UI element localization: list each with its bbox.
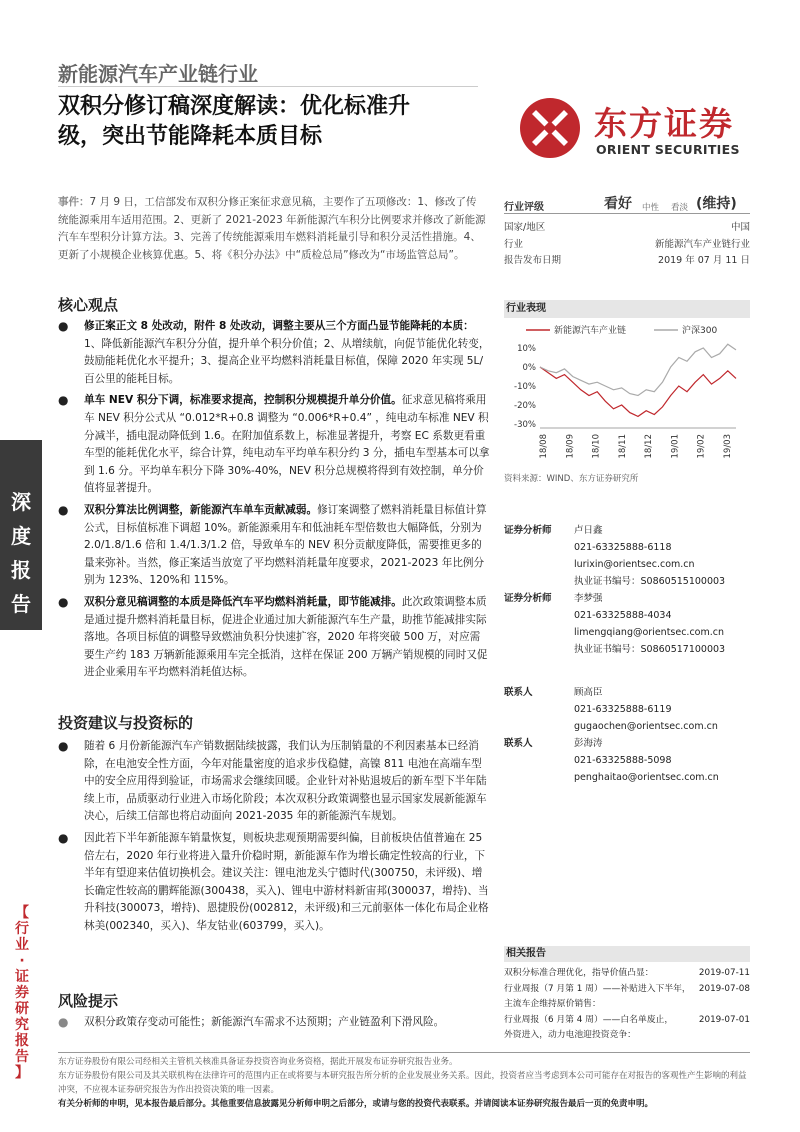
related-item[interactable]: [504, 997, 750, 1013]
meta-value: 2019 年 07 月 11 日: [658, 255, 750, 266]
analyst-row: [504, 607, 750, 624]
x-tick-label: 18/08: [539, 434, 549, 459]
item-text: 征求意见稿将乘用车 NEV 积分公式从 “0.012*R+0.8 调整为 “0.006*R+0.4” ，纯电动车标准 NEV 积分减半，插电混动降低到 1.6。在附加值系数上，标准显著提升，考察 EC 系数更看重车型的能耗优化水平，综合计算，纯电动车平均单车积分约 3 分，插电车型基本可以拿到 1.6 分。平均单车积分下降 30%-40%，NEV 积分总规模将得到有效控制，单分价值将显著提升。: [84, 394, 490, 495]
related-title: 双积分标准合理优化，指导价值凸显：: [504, 968, 654, 978]
analyst-row: [504, 556, 750, 573]
logo-text-en: ORIENT SECURITIES: [596, 142, 740, 157]
bullet-icon: ●: [58, 830, 69, 845]
performance-heading: 行业表现: [504, 300, 750, 318]
list-item: [58, 830, 490, 936]
related-date: 2019-07-11: [698, 968, 750, 978]
contact-block: [504, 684, 750, 786]
footer-line2: 东方证券股份有限公司及其关联机构在法律许可的范围内正在或将要与本研究报告所分析的企业发展业务关系。因此，投资者应当考虑到本公司可能存在对报告的客观性产生影响的利益冲突，不应视本证券研究报告为作出投资决策的唯一因素。: [58, 1071, 747, 1095]
related-item[interactable]: [504, 1013, 750, 1029]
contact-role: 联系人: [504, 738, 533, 749]
contact-row: [504, 718, 750, 735]
contact-row: [504, 735, 750, 752]
analyst-row: [504, 573, 750, 590]
contact-row: [504, 684, 750, 701]
event-text: 7 月 9 日，工信部发布双积分修正案征求意见稿，主要作了五项修改：1、修改了传统能源乘用车适用范围。2、更新了 2021-2023 年新能源汽车积分比例要求并修改了新能源汽车车型积分计算方法。3、完善了传统能源乘用车燃料消耗量引导和积分灵活性措施。4、更新了小规模企业核算优惠。5、将《积分办法》中“质检总局”修改为“市场监管总局”。: [58, 196, 486, 261]
risk-list: [58, 1014, 490, 1036]
bullet-icon: ●: [58, 393, 69, 408]
rating-value: 看好: [604, 196, 632, 212]
item-lead: 单车 NEV 积分下调，标准要求提高，控制积分规模提升单分价值。: [84, 394, 402, 407]
related-item[interactable]: [504, 982, 750, 998]
logo-text-cn: 东方证券: [594, 104, 734, 143]
rating-row: [504, 191, 750, 214]
event-label: 事件：: [58, 196, 90, 208]
x-tick-label: 19/01: [670, 434, 681, 459]
analyst-cert: 执业证书编号：S0860515100003: [574, 576, 726, 587]
risk-heading: 风险提示: [58, 992, 119, 1010]
bullet-icon: ●: [58, 594, 69, 609]
related-title: 行业周报（6 月第 4 周）——白名单废止，: [504, 1014, 674, 1025]
report-title: [58, 92, 478, 152]
analyst-cert: 执业证书编号：S0860517100003: [574, 644, 726, 655]
side-tab-deep-report: [0, 440, 42, 630]
x-tick-label: 18/09: [565, 434, 576, 459]
bullet-icon: ●: [58, 1015, 69, 1029]
core-view-list: [58, 318, 490, 686]
series-line: [540, 367, 736, 416]
footer-line1: 东方证券股份有限公司经相关主管机关核准具备证券投资咨询业务资格，据此开展发布证券研究报告业务。: [58, 1057, 458, 1067]
contact-phone: 021-63325888-6119: [574, 704, 672, 715]
list-item: [58, 502, 490, 590]
chart-source: 资料来源：WIND、东方证券研究所: [504, 474, 639, 484]
logo-mark-icon: [516, 96, 586, 160]
meta-value: 中国: [730, 222, 750, 233]
analyst-block: [504, 522, 750, 658]
item-lead: 双积分算法比例调整，新能源汽车单车贡献减弱。: [84, 503, 318, 516]
report-title-line2: 级，突出节能降耗本质目标: [58, 124, 323, 149]
analyst-phone: 021-63325888-6118: [574, 542, 672, 553]
list-item: [58, 738, 490, 826]
contact-email[interactable]: gugaochen@orientsec.com.cn: [574, 721, 718, 732]
x-tick-label: 18/12: [644, 434, 655, 459]
contact-name: 顾高臣: [574, 687, 603, 698]
side-tab-text: 深 度 报 告: [11, 490, 31, 616]
analyst-row: [504, 590, 750, 607]
meta-value: 新能源汽车产业链行业: [654, 238, 750, 250]
list-item: [58, 1014, 490, 1032]
title-divider: [58, 86, 478, 87]
y-tick-label: 0%: [522, 363, 536, 373]
invest-list: [58, 738, 490, 940]
meta-key: 国家/地区: [504, 222, 546, 233]
meta-row: [504, 253, 750, 270]
bullet-icon: ●: [58, 502, 69, 517]
x-tick-label: 19/02: [696, 434, 707, 459]
item-text: 修订案调整了燃料消耗量目标值计算公式，目标值标准下调超 10%。新能源乘用车和低油耗车型倍数也大幅降低，分别为 2.0/1.8/1.6 倍和 1.4/1.3/1.2 倍，导致单车的 NEV 积分贡献度降低，需要推更多的量来弥补。当然，修正案适当放宽了平均燃料消耗量年度要求，2021-2023 年比例分别为 123%、120%和 115%。: [84, 503, 487, 587]
item-text: 此次政策调整本质是通过提升燃料消耗量目标，促进企业通过加大新能源汽车生产量，助推节能减排实际落地。各项目标值的调整导致燃油负积分快速扩容，2020 年将突破 500 万，对应需要生产约 183 万辆新能源乘用车完全抵消，这样在保证 200 万辆产销规模的同时又促进企业乘用车平均燃料消耗值达标。: [84, 595, 488, 679]
legend-label: 新能源汽车产业链: [554, 326, 627, 336]
y-tick-label: -20%: [514, 401, 536, 411]
event-summary: [58, 194, 486, 264]
y-tick-label: -30%: [514, 420, 536, 430]
analyst-name: 李梦强: [574, 593, 603, 604]
performance-chart: [504, 322, 750, 470]
list-item: [58, 392, 490, 498]
bullet-icon: ●: [58, 739, 69, 753]
footer-line3: 有关分析师的申明，见本报告最后部分。其他重要信息披露见分析师申明之后部分，或请与您的投资代表联系。并请阅读本证券研究报告最后一页的免责申明。: [58, 1099, 654, 1109]
legend-label: 沪深300: [682, 326, 718, 336]
side-tab-category-text: 【 行 业 · 证 券 研 究 报 告 】: [15, 905, 29, 1081]
related-heading: 相关报告: [504, 946, 750, 962]
related-date: 2019-07-08: [698, 983, 750, 994]
related-title: 外资进入，动力电池迎投资竞争：: [504, 1030, 636, 1040]
related-item[interactable]: [504, 966, 750, 982]
contact-name: 彭海涛: [574, 738, 603, 749]
related-date: 2019-07-01: [698, 1014, 750, 1025]
item-lead: 修正案正文 8 处改动，附件 8 处改动，调整主要从三个方面凸显节能降耗的本质：: [84, 320, 474, 332]
analyst-row: [504, 641, 750, 658]
list-item: [58, 594, 490, 682]
report-meta: [504, 220, 750, 270]
analyst-row: [504, 522, 750, 539]
related-list: [504, 966, 750, 1044]
report-title-line1: 双积分修订稿深度解读：优化标准升: [58, 94, 411, 119]
company-logo: [516, 96, 756, 160]
x-tick-label: 18/10: [591, 434, 602, 459]
side-tab-category: [10, 905, 34, 1081]
contact-row: [504, 769, 750, 786]
contact-role: 联系人: [504, 687, 533, 698]
rating-status: (维持): [696, 196, 737, 212]
y-tick-label: -10%: [514, 382, 536, 392]
core-view-heading: 核心观点: [58, 296, 119, 314]
list-item: [58, 318, 490, 388]
x-tick-label: 18/11: [617, 434, 628, 459]
x-tick-label: 19/03: [723, 434, 733, 459]
item-text: 1、降低新能源汽车积分分值，提升单个积分价值；2、从增续航，向促节能优化转变，鼓励能耗优化水平提升；3、提高企业平均燃料消耗量目标值，保障 2020 年实现 5L/百公里的能耗目标。: [84, 337, 490, 385]
series-line: [540, 344, 736, 395]
analyst-role: 证券分析师: [504, 525, 552, 536]
rating-label: 行业评级: [504, 202, 544, 213]
related-item[interactable]: [504, 1028, 750, 1044]
related-title: 行业周报（7 月第 1 周）——补贴进入下半年，: [504, 983, 691, 994]
rating-option-neutral: 中性: [642, 203, 660, 213]
meta-row: [504, 220, 750, 237]
analyst-email[interactable]: lurixin@orientsec.com.cn: [574, 559, 695, 570]
analyst-phone: 021-63325888-4034: [574, 610, 672, 621]
meta-key: 行业: [504, 238, 524, 250]
rating-option-bearish: 看淡: [671, 203, 689, 213]
analyst-name: 卢日鑫: [574, 525, 603, 536]
analyst-role: 证券分析师: [504, 593, 552, 604]
invest-heading: 投资建议与投资标的: [58, 714, 194, 732]
risk-text: 双积分政策存变动可能性；新能源汽车需求不达预期；产业链盈利下滑风险。: [84, 1016, 445, 1028]
contact-email[interactable]: penghaitao@orientsec.com.cn: [574, 772, 719, 783]
contact-row: [504, 752, 750, 769]
analyst-row: [504, 624, 750, 641]
disclaimer-footer: [58, 1052, 750, 1111]
bullet-icon: ●: [58, 319, 69, 333]
related-title: 主流车企维持原价销售：: [504, 999, 601, 1009]
meta-key: 报告发布日期: [504, 255, 562, 266]
y-tick-label: 10%: [517, 344, 536, 354]
sector-title: 新能源汽车产业链行业: [58, 62, 258, 86]
item-text: 随着 6 月份新能源汽车产销数据陆续披露，我们认为压制销量的不利因素基本已经消除，在电池安全性方面，今年对能量密度的追求步伐稳健，高镍 811 电池在高端车型中的安全应用得到验证，市场需求会继续回暖。企业针对补贴退坡后的新车型下半年陆续上市，品质驱动行业进入市场化阶段；本次双积分政策调整也显示国家发展新能源车决心，后续工信部也将启动面向 2021-2035 年的新能源汽车规划。: [84, 740, 487, 823]
analyst-row: [504, 539, 750, 556]
contact-phone: 021-63325888-5098: [574, 755, 672, 766]
item-lead: 双积分意见稿调整的本质是降低汽车平均燃料消耗量，即节能减排。: [84, 595, 402, 608]
item-text: 因此若下半年新能源车销量恢复，则板块悲观预期需要纠偏，目前板块估值普遍在 25 倍左右，2020 年行业将进入量升价稳时期，新能源车作为增长确定性较高的行业，下半年有望迎来估值切换机会。建议关注：锂电池龙头宁德时代(300750，未评级)、增长确定性较高的鹏辉能源(300438，买入)、锂电中游材料新宙邦(300037，增持)、当升科技(300073，增持)、恩捷股份(002812，未评级)和三元前驱体一体化布局企业格林美(002340，买入)、华友钴业(603799，买入)。: [84, 831, 489, 932]
contact-row: [504, 701, 750, 718]
meta-row: [504, 237, 750, 254]
analyst-email[interactable]: limengqiang@orientsec.com.cn: [574, 627, 725, 638]
